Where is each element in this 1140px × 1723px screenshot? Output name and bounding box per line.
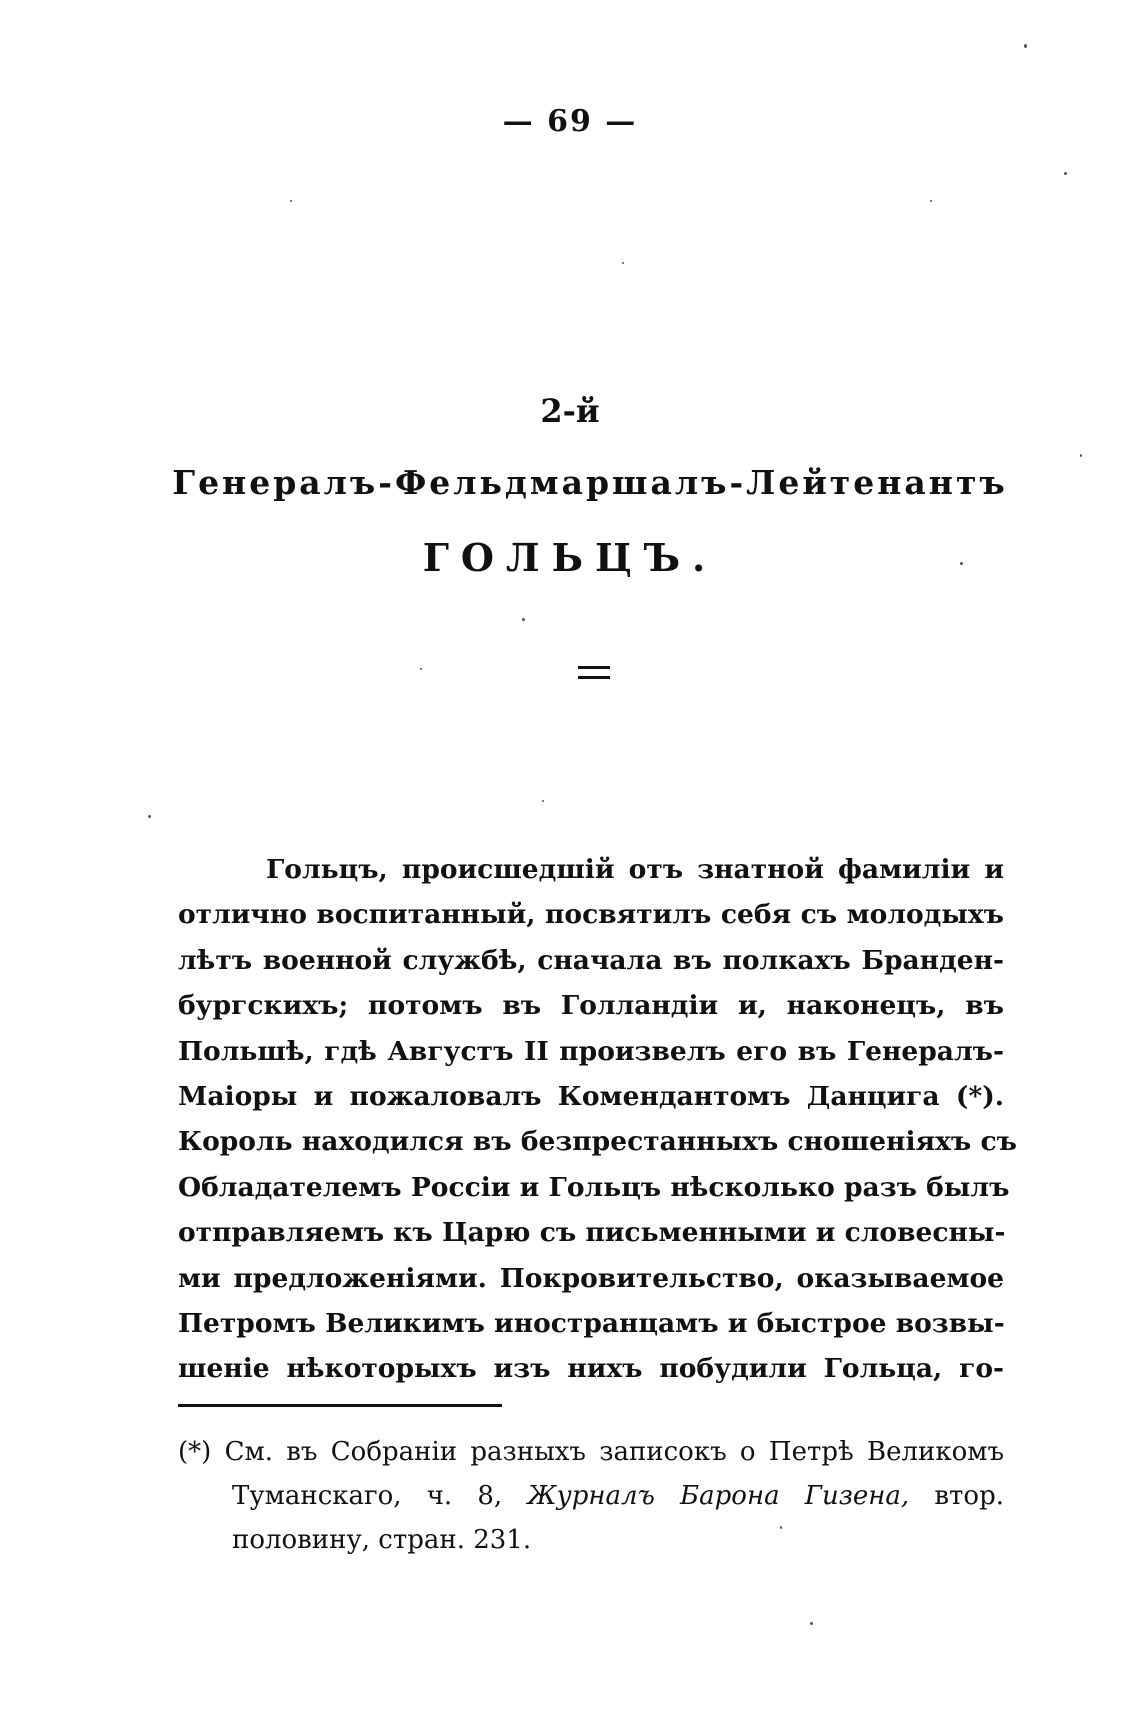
body-paragraph bbox=[178, 847, 1017, 1392]
page-number: — 69 — bbox=[502, 104, 638, 139]
body-line: отправляемъ къ Царю съ письменными и словесны- bbox=[178, 1217, 1006, 1249]
footnote-text: Туманскаго, ч. 8, bbox=[232, 1481, 503, 1511]
scan-speck bbox=[930, 200, 932, 202]
body-line: Петромъ Великимъ иностранцамъ и быстрое возвы- bbox=[178, 1307, 1005, 1339]
body-line: шеніе нѣкоторыхъ изъ нихъ побудили Гольца, го- bbox=[178, 1353, 1004, 1385]
footnote-italic-title: Журналъ Барона Гизена, bbox=[527, 1481, 910, 1511]
body-line: отлично воспитанный, посвятилъ себя съ молодыхъ bbox=[178, 899, 1004, 931]
footnote-line bbox=[178, 1474, 1004, 1518]
body-line: лѣтъ военной службѣ, сначала въ полкахъ Бранден- bbox=[178, 944, 1004, 976]
scan-speck bbox=[522, 618, 525, 621]
scan-speck bbox=[1064, 172, 1067, 175]
scan-speck bbox=[622, 262, 624, 264]
section-number: 2-й bbox=[540, 392, 600, 430]
scan-speck bbox=[1024, 44, 1027, 48]
body-line: ми предложеніями. Покровительство, оказываемое bbox=[178, 1262, 1004, 1294]
body-line: Обладателемъ Россіи и Гольцъ нѣсколько разъ былъ bbox=[178, 1171, 1010, 1203]
scan-speck bbox=[810, 1622, 813, 1625]
scan-speck bbox=[148, 815, 151, 818]
footnote-line: половину, стран. 231. bbox=[232, 1525, 532, 1555]
body-line: Король находился въ безпрестанныхъ сношеніяхъ съ bbox=[178, 1126, 1017, 1158]
footnote-text: втор. bbox=[934, 1481, 1004, 1511]
scan-speck bbox=[290, 200, 292, 202]
scan-speck bbox=[780, 1526, 782, 1529]
body-line: Польшѣ, гдѣ Августъ II произвелъ его въ Генералъ- bbox=[178, 1035, 1004, 1067]
scan-speck bbox=[420, 668, 422, 670]
footnote bbox=[178, 1430, 1004, 1562]
scan-speck bbox=[542, 800, 544, 802]
footnote-divider bbox=[178, 1404, 502, 1407]
footnote-line: (*) См. въ Собраніи разныхъ записокъ о Петрѣ Великомъ bbox=[178, 1437, 1004, 1467]
body-line: Маіоры и пожаловалъ Комендантомъ Данцига (*). bbox=[178, 1080, 1004, 1112]
scan-speck bbox=[960, 562, 963, 565]
double-rule-divider bbox=[578, 666, 610, 679]
scan-speck bbox=[1080, 454, 1082, 457]
body-line: Гольцъ, происшедшій отъ знатной фамиліи и bbox=[266, 854, 1004, 885]
chapter-title: Генералъ-Фельдмаршалъ-Лейтенантъ bbox=[172, 463, 1008, 502]
body-line: бургскихъ; потомъ въ Голландіи и, наконецъ, въ bbox=[178, 990, 1004, 1022]
chapter-name: ГОЛЬЦЪ. bbox=[422, 535, 718, 580]
